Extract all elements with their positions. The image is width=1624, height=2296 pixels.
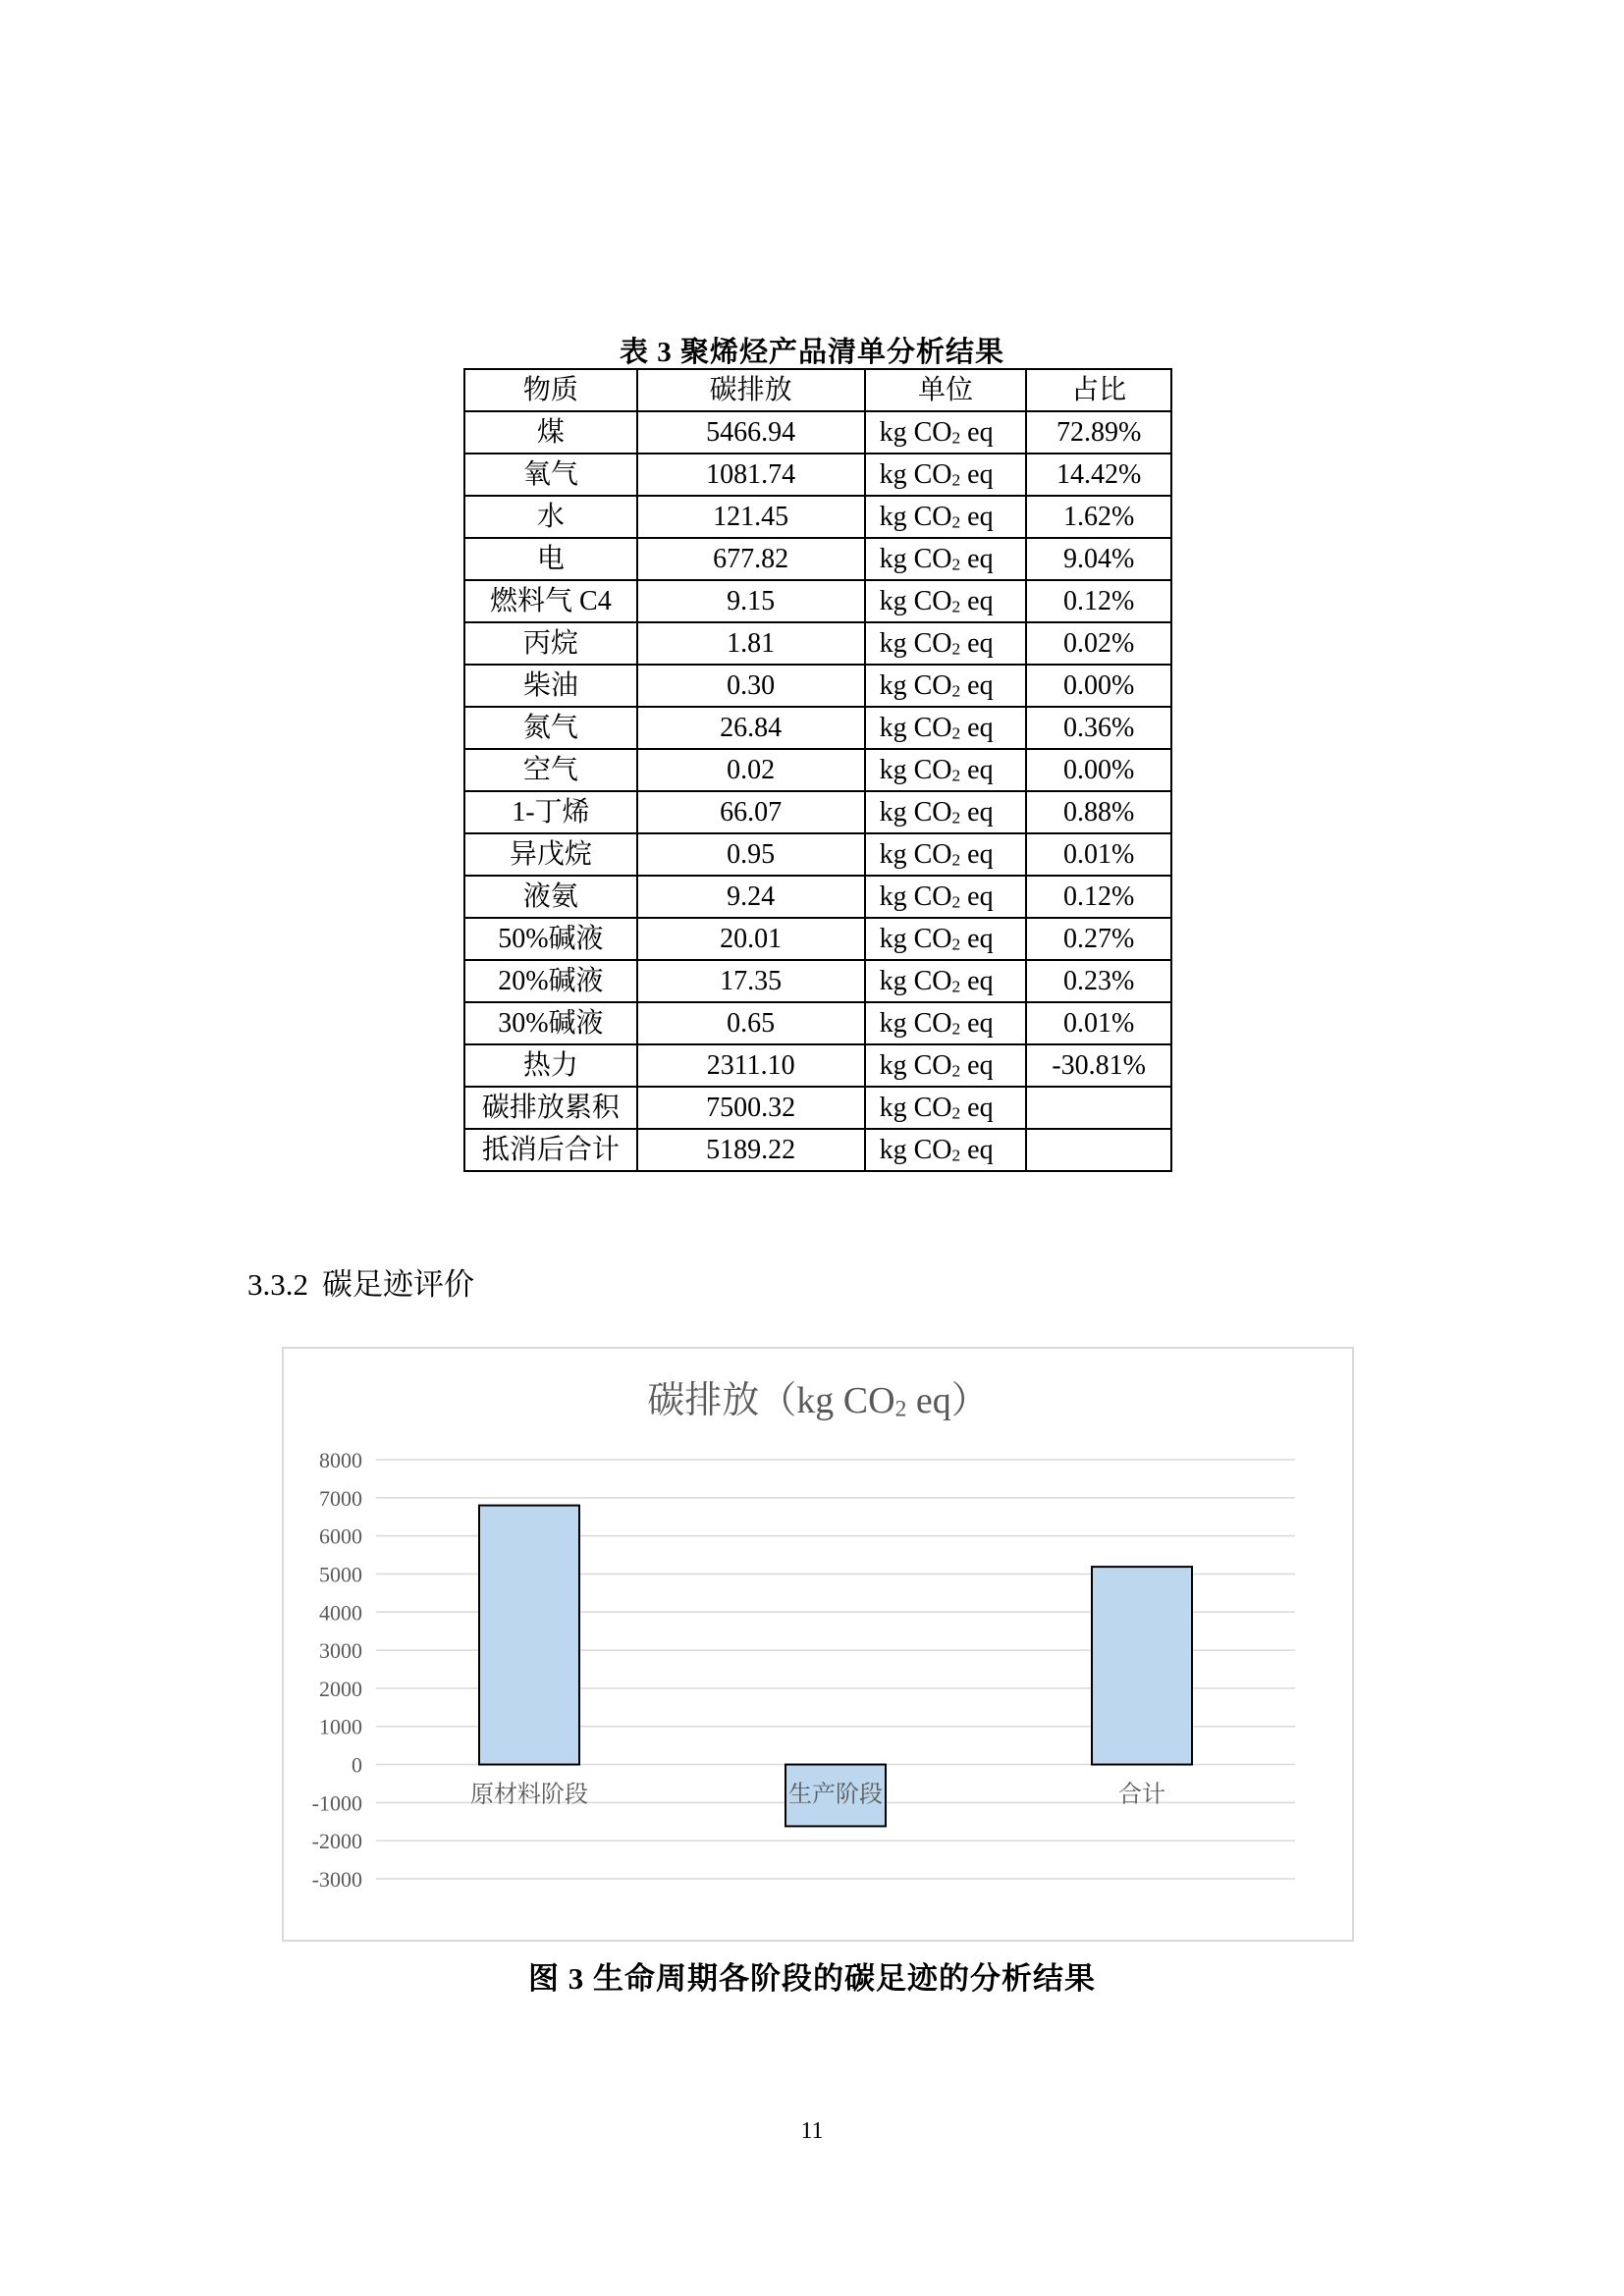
cell-substance: 燃料气 C4	[464, 580, 637, 622]
table-row	[464, 411, 1171, 454]
table-row	[464, 1087, 1171, 1129]
unit-subscript: 2	[951, 766, 961, 785]
cell-share: 14.42%	[1026, 454, 1171, 496]
unit-suffix: eq	[960, 627, 994, 659]
unit-suffix: eq	[960, 923, 994, 954]
unit-prefix: kg CO	[879, 1007, 952, 1039]
chart-title-suffix: eq）	[906, 1380, 989, 1421]
category-label: 原材料阶段	[470, 1782, 588, 1808]
cell-unit	[865, 918, 1027, 960]
bar-chart	[284, 1349, 1356, 1944]
unit-subscript: 2	[951, 1146, 961, 1165]
cell-substance: 碳排放累积	[464, 1087, 637, 1129]
table-caption: 表 3 聚烯烃产品清单分析结果	[619, 337, 1004, 368]
cell-share: 0.27%	[1026, 918, 1171, 960]
table-row	[464, 496, 1171, 538]
table-header-row	[464, 369, 1171, 411]
unit-suffix: eq	[960, 669, 994, 701]
table-row	[464, 960, 1171, 1002]
unit-prefix: kg CO	[879, 1134, 952, 1165]
table-row	[464, 1129, 1171, 1171]
cell-emission: 1.81	[637, 622, 865, 665]
cell-emission: 9.15	[637, 580, 865, 622]
cell-emission: 1081.74	[637, 454, 865, 496]
table-row	[464, 454, 1171, 496]
cell-emission: 7500.32	[637, 1087, 865, 1129]
chart-title-subscript: 2	[894, 1396, 907, 1422]
cell-emission: 677.82	[637, 538, 865, 580]
y-tick-label: 7000	[319, 1485, 362, 1511]
section-heading	[247, 1259, 474, 1304]
cell-share: 0.12%	[1026, 876, 1171, 918]
unit-subscript: 2	[951, 555, 961, 574]
cell-emission: 26.84	[637, 707, 865, 749]
cell-share: 0.02%	[1026, 622, 1171, 665]
cell-substance: 1-丁烯	[464, 791, 637, 833]
cell-substance: 空气	[464, 749, 637, 791]
unit-subscript: 2	[951, 850, 961, 870]
cell-unit	[865, 454, 1027, 496]
unit-subscript: 2	[951, 723, 961, 743]
cell-unit	[865, 665, 1027, 707]
cell-emission: 5189.22	[637, 1129, 865, 1171]
unit-subscript: 2	[951, 1019, 961, 1039]
cell-substance: 热力	[464, 1044, 637, 1087]
cell-emission: 5466.94	[637, 411, 865, 454]
page-number: 11	[800, 2118, 824, 2144]
unit-prefix: kg CO	[879, 501, 952, 532]
unit-suffix: eq	[960, 458, 994, 490]
y-tick-label: 2000	[319, 1676, 362, 1701]
header-emission: 碳排放	[637, 369, 865, 411]
cell-share: 0.01%	[1026, 1002, 1171, 1044]
cell-share: 0.36%	[1026, 707, 1171, 749]
cell-share: 0.12%	[1026, 580, 1171, 622]
cell-share	[1026, 1087, 1171, 1129]
table-row	[464, 876, 1171, 918]
unit-subscript: 2	[951, 639, 961, 659]
cell-emission: 2311.10	[637, 1044, 865, 1087]
cell-share: 9.04%	[1026, 538, 1171, 580]
unit-subscript: 2	[951, 892, 961, 912]
unit-suffix: eq	[960, 838, 994, 870]
y-tick-label: -2000	[311, 1829, 362, 1854]
cell-emission: 0.02	[637, 749, 865, 791]
header-share: 占比	[1026, 369, 1171, 411]
unit-prefix: kg CO	[879, 881, 952, 912]
unit-prefix: kg CO	[879, 585, 952, 616]
cell-substance: 丙烷	[464, 622, 637, 665]
unit-suffix: eq	[960, 881, 994, 912]
cell-substance: 氧气	[464, 454, 637, 496]
cell-unit	[865, 749, 1027, 791]
cell-unit	[865, 791, 1027, 833]
cell-substance: 氮气	[464, 707, 637, 749]
cell-emission: 66.07	[637, 791, 865, 833]
cell-share: 0.00%	[1026, 749, 1171, 791]
unit-subscript: 2	[951, 977, 961, 996]
cell-substance: 抵消后合计	[464, 1129, 637, 1171]
unit-subscript: 2	[951, 808, 961, 828]
unit-suffix: eq	[960, 712, 994, 743]
cell-unit	[865, 1129, 1027, 1171]
table-row	[464, 1002, 1171, 1044]
unit-suffix: eq	[960, 501, 994, 532]
cell-substance: 液氨	[464, 876, 637, 918]
cell-substance: 20%碱液	[464, 960, 637, 1002]
unit-prefix: kg CO	[879, 543, 952, 574]
cell-emission: 17.35	[637, 960, 865, 1002]
chart-title-prefix: 碳排放（kg CO	[647, 1380, 895, 1421]
unit-prefix: kg CO	[879, 965, 952, 996]
cell-emission: 0.95	[637, 833, 865, 876]
y-tick-label: -1000	[311, 1790, 362, 1816]
unit-subscript: 2	[951, 1103, 961, 1123]
table-row	[464, 580, 1171, 622]
table-row	[464, 665, 1171, 707]
table-row	[464, 622, 1171, 665]
cell-unit	[865, 622, 1027, 665]
table-row	[464, 918, 1171, 960]
chart-frame	[282, 1347, 1354, 1942]
cell-substance: 异戊烷	[464, 833, 637, 876]
category-label: 生产阶段	[788, 1782, 883, 1808]
cell-share	[1026, 1129, 1171, 1171]
cell-unit	[865, 580, 1027, 622]
cell-substance: 电	[464, 538, 637, 580]
section-number: 3.3.2	[247, 1267, 308, 1302]
unit-subscript: 2	[951, 1061, 961, 1081]
cell-substance: 30%碱液	[464, 1002, 637, 1044]
category-label: 合计	[1118, 1782, 1165, 1808]
section-title: 碳足迹评价	[322, 1267, 474, 1302]
cell-unit	[865, 833, 1027, 876]
cell-unit	[865, 707, 1027, 749]
cell-emission: 9.24	[637, 876, 865, 918]
cell-share: 0.23%	[1026, 960, 1171, 1002]
cell-share: -30.81%	[1026, 1044, 1171, 1087]
cell-substance: 水	[464, 496, 637, 538]
header-substance: 物质	[464, 369, 637, 411]
cell-share: 0.00%	[1026, 665, 1171, 707]
y-tick-label: 5000	[319, 1562, 362, 1587]
y-tick-label: 4000	[319, 1600, 362, 1626]
cell-share: 0.01%	[1026, 833, 1171, 876]
bar	[479, 1506, 579, 1765]
cell-unit	[865, 960, 1027, 1002]
table-row	[464, 749, 1171, 791]
chart-title	[282, 1369, 1354, 1423]
y-tick-label: 3000	[319, 1638, 362, 1664]
header-unit: 单位	[865, 369, 1027, 411]
unit-prefix: kg CO	[879, 838, 952, 870]
unit-subscript: 2	[951, 512, 961, 532]
unit-suffix: eq	[960, 1092, 994, 1123]
cell-unit	[865, 1002, 1027, 1044]
unit-suffix: eq	[960, 754, 994, 785]
cell-substance: 煤	[464, 411, 637, 454]
bar	[1092, 1567, 1192, 1764]
unit-prefix: kg CO	[879, 712, 952, 743]
unit-prefix: kg CO	[879, 754, 952, 785]
cell-emission: 20.01	[637, 918, 865, 960]
cell-unit	[865, 496, 1027, 538]
y-tick-label: 0	[352, 1752, 362, 1778]
cell-share: 1.62%	[1026, 496, 1171, 538]
cell-unit	[865, 1087, 1027, 1129]
unit-suffix: eq	[960, 416, 994, 448]
table-row	[464, 791, 1171, 833]
unit-prefix: kg CO	[879, 416, 952, 448]
figure-caption: 图 3 生命周期各阶段的碳足迹的分析结果	[528, 1961, 1096, 1996]
y-tick-label: -3000	[311, 1867, 362, 1892]
unit-suffix: eq	[960, 796, 994, 828]
unit-subscript: 2	[951, 934, 961, 954]
table-row	[464, 833, 1171, 876]
unit-prefix: kg CO	[879, 669, 952, 701]
cell-unit	[865, 1044, 1027, 1087]
cell-unit	[865, 411, 1027, 454]
unit-subscript: 2	[951, 470, 961, 490]
y-tick-label: 6000	[319, 1523, 362, 1549]
unit-prefix: kg CO	[879, 458, 952, 490]
cell-emission: 0.30	[637, 665, 865, 707]
unit-prefix: kg CO	[879, 923, 952, 954]
inventory-table	[463, 368, 1172, 1172]
unit-prefix: kg CO	[879, 1049, 952, 1081]
unit-prefix: kg CO	[879, 627, 952, 659]
unit-suffix: eq	[960, 543, 994, 574]
unit-suffix: eq	[960, 1049, 994, 1081]
cell-unit	[865, 876, 1027, 918]
unit-suffix: eq	[960, 965, 994, 996]
cell-emission: 121.45	[637, 496, 865, 538]
y-tick-label: 8000	[319, 1448, 362, 1472]
table-row	[464, 538, 1171, 580]
unit-suffix: eq	[960, 585, 994, 616]
cell-unit	[865, 538, 1027, 580]
unit-prefix: kg CO	[879, 1092, 952, 1123]
table-row	[464, 707, 1171, 749]
unit-subscript: 2	[951, 428, 961, 448]
unit-subscript: 2	[951, 681, 961, 701]
unit-subscript: 2	[951, 597, 961, 616]
unit-prefix: kg CO	[879, 796, 952, 828]
cell-substance: 50%碱液	[464, 918, 637, 960]
y-tick-label: 1000	[319, 1714, 362, 1739]
table-row	[464, 1044, 1171, 1087]
unit-suffix: eq	[960, 1134, 994, 1165]
cell-emission: 0.65	[637, 1002, 865, 1044]
cell-share: 72.89%	[1026, 411, 1171, 454]
table-body	[464, 411, 1171, 1171]
unit-suffix: eq	[960, 1007, 994, 1039]
cell-share: 0.88%	[1026, 791, 1171, 833]
cell-substance: 柴油	[464, 665, 637, 707]
